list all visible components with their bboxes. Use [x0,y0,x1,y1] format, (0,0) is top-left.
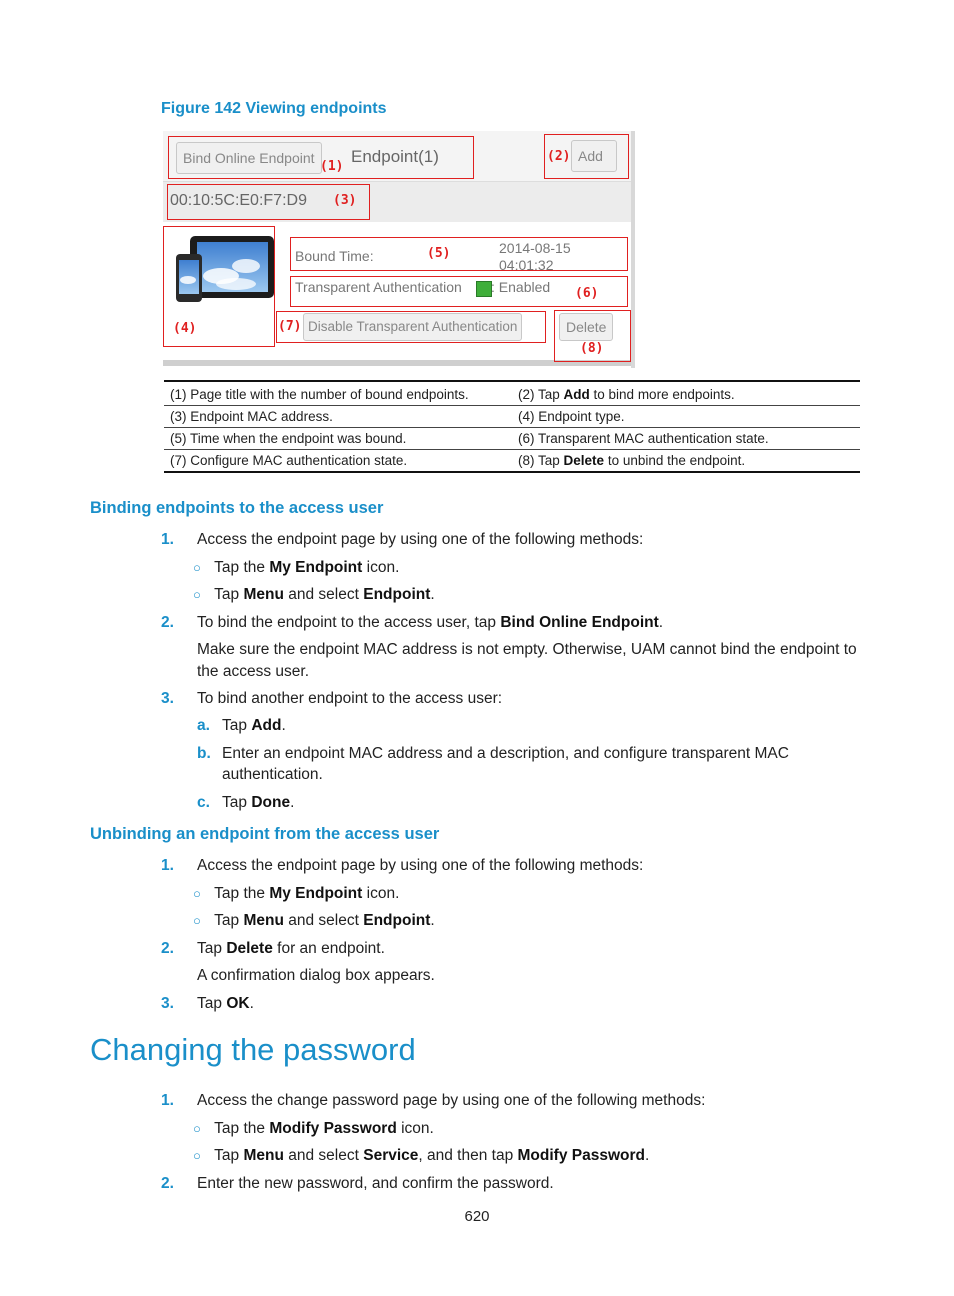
unbinding-step-3-num: 3. [161,995,174,1012]
binding-step-3a: Tap Add. [222,717,286,734]
bind-online-endpoint-button[interactable]: Bind Online Endpoint [176,142,322,174]
figure-caption: Figure 142 Viewing endpoints [161,100,387,117]
binding-step-1: 1. [161,531,174,548]
password-step-1b: ○ Tap Menu and select Service, and then tap Modify Password. [193,1147,650,1164]
binding-step-3a-num: a. [197,717,210,734]
password-step-1-num: 1. [161,1092,174,1109]
unbinding-step-1-num: 1. [161,857,174,874]
legend-cell-left: (7) Configure MAC authentication state. [164,450,512,473]
binding-step-3b-line1: Enter an endpoint MAC address and a description, and configure transparent MAC [222,745,789,762]
binding-step-3b-line2: authentication. [222,766,323,783]
binding-step-3: To bind another endpoint to the access user: [197,690,503,707]
annotation-tag-3: (3) [333,193,357,208]
annotation-tag-8: (8) [580,341,604,356]
legend-cell-right: (8) Tap Delete to unbind the endpoint. [512,450,860,473]
annotation-tag-2: (2) [547,149,571,164]
unbinding-step-2-num: 2. [161,940,174,957]
binding-step-3c-num: c. [197,794,210,811]
unbinding-step-1: Access the endpoint page by using one of the following methods: [197,857,644,874]
section-heading-unbinding: Unbinding an endpoint from the access user [90,825,440,843]
binding-step-2-note-line1: Make sure the endpoint MAC address is not empty. Otherwise, UAM cannot bind the endpoint to [197,641,857,658]
page-number: 620 [464,1208,490,1225]
add-button[interactable]: Add [571,140,617,172]
green-status-icon [476,281,492,297]
binding-step-3-num: 3. [161,690,174,707]
disable-transparent-auth-button[interactable]: Disable Transparent Authentication [303,313,522,341]
legend-cell-left: (1) Page title with the number of bound endpoints. [164,381,512,406]
tablet-phone-icon [176,236,274,304]
legend-cell-right: (4) Endpoint type. [512,406,860,428]
unbinding-step-1a: ○ Tap the My Endpoint icon. [193,885,400,902]
legend-row [164,381,860,406]
legend-cell-right: (2) Tap Add to bind more endpoints. [512,381,860,406]
section-heading-password: Changing the password [90,1032,416,1067]
bound-time-clock: 04:01:32 [499,257,554,273]
legend-row [164,406,860,428]
binding-step-3b-num: b. [197,745,211,762]
legend-row [164,450,860,473]
binding-step-1b: ○ Tap Menu and select Endpoint. [193,586,435,603]
delete-button[interactable]: Delete [559,313,613,341]
binding-step-2-note-line2: the access user. [197,663,310,680]
binding-step-2: To bind the endpoint to the access user, tap Bind Online Endpoint. [197,614,664,631]
mac-address: 00:10:5C:E0:F7:D9 [170,192,307,209]
bound-time-date: 2014-08-15 [499,240,571,256]
legend-row [164,428,860,450]
binding-step-3c: Tap Done. [222,794,295,811]
binding-step-1-text: Access the endpoint page by using one of the following methods: [197,531,644,548]
legend-cell-left: (3) Endpoint MAC address. [164,406,512,428]
transparent-auth-label: Transparent Authentication [295,279,462,295]
binding-step-1a: ○ Tap the My Endpoint icon. [193,559,400,576]
screenshot-scroll-edge [631,131,635,368]
legend-cell-right: (6) Transparent MAC authentication state. [512,428,860,450]
unbinding-step-3: Tap OK. [197,995,254,1012]
password-step-1a: ○ Tap the Modify Password icon. [193,1120,434,1137]
binding-step-2-num: 2. [161,614,174,631]
password-step-2-num: 2. [161,1175,174,1192]
endpoint-screenshot [163,131,635,368]
password-step-2: Enter the new password, and confirm the password. [197,1175,554,1192]
unbinding-step-2-note: A confirmation dialog box appears. [197,967,435,984]
annotation-tag-7: (7) [278,319,302,334]
legend-cell-left: (5) Time when the endpoint was bound. [164,428,512,450]
annotation-tag-4: (4) [173,321,197,336]
bound-time-label: Bound Time: [295,248,374,264]
annotation-tag-5: (5) [427,246,451,261]
figure-legend-table [164,380,860,473]
annotation-tag-1: (1) [320,159,344,174]
page-title: Endpoint(1) [351,147,439,166]
unbinding-step-2: Tap Delete for an endpoint. [197,940,385,957]
password-step-1: Access the change password page by using one of the following methods: [197,1092,706,1109]
annotation-tag-6: (6) [575,286,599,301]
transparent-auth-state: : Enabled [491,279,551,295]
section-heading-binding: Binding endpoints to the access user [90,499,384,517]
unbinding-step-1b: ○ Tap Menu and select Endpoint. [193,912,435,929]
